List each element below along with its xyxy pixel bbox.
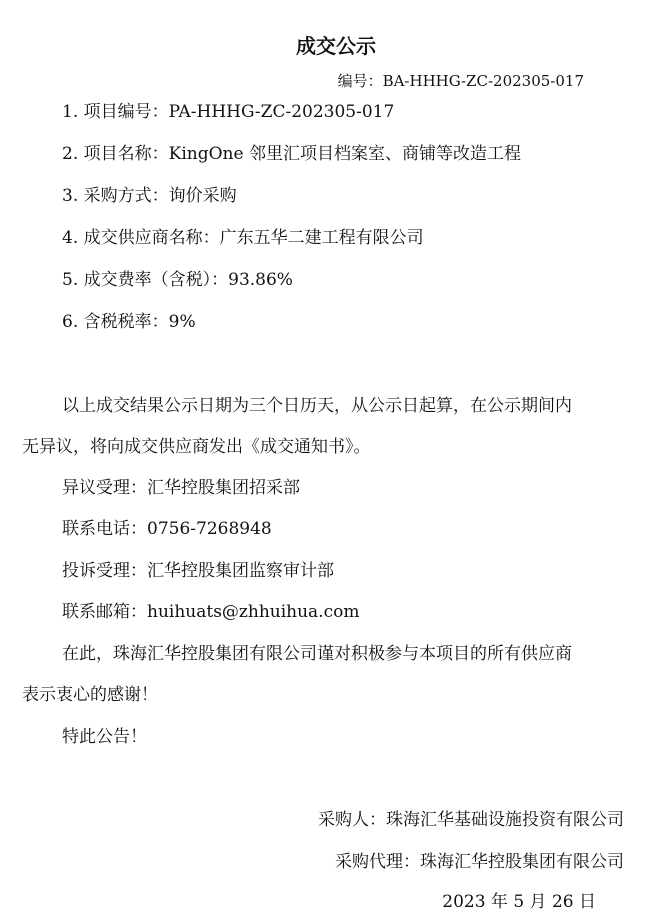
item-tax-rate: 6. 含税税率：9% [62,312,196,332]
email-contact: 联系邮箱：huihuats@zhhuihua.com [62,602,360,622]
closing-statement: 特此公告！ [62,727,147,747]
item-procurement-method: 3. 采购方式：询价采购 [62,186,237,206]
item-supplier-name: 4. 成交供应商名称：广东五华二建工程有限公司 [62,228,424,248]
notice-line-2: 无异议，将向成交供应商发出《成交通知书》。 [22,437,371,457]
item-project-name: 2. 项目名称：KingOne 邻里汇项目档案室、商铺等改造工程 [62,144,521,164]
document-number: 编号：BA-HHHG-ZC-202305-017 [337,72,584,90]
item-fee-rate: 5. 成交费率（含税）：93.86% [62,270,293,290]
signature-purchaser: 采购人：珠海汇华基础设施投资有限公司 [318,810,624,830]
complaint-contact: 投诉受理：汇华控股集团监察审计部 [62,561,334,581]
thanks-line-1: 在此，珠海汇华控股集团有限公司谨对积极参与本项目的所有供应商 [62,644,572,664]
item-project-number: 1. 项目编号：PA-HHHG-ZC-202305-017 [62,102,395,122]
objection-contact: 异议受理：汇华控股集团招采部 [62,478,300,498]
thanks-line-2: 表示衷心的感谢！ [22,685,158,705]
signature-date: 2023 年 5 月 26 日 [442,892,596,912]
phone-contact: 联系电话：0756-7268948 [62,519,272,539]
notice-line-1: 以上成交结果公示日期为三个日历天，从公示日起算，在公示期间内 [62,396,572,416]
page-title: 成交公示 [296,34,376,58]
signature-agent: 采购代理：珠海汇华控股集团有限公司 [335,852,624,872]
